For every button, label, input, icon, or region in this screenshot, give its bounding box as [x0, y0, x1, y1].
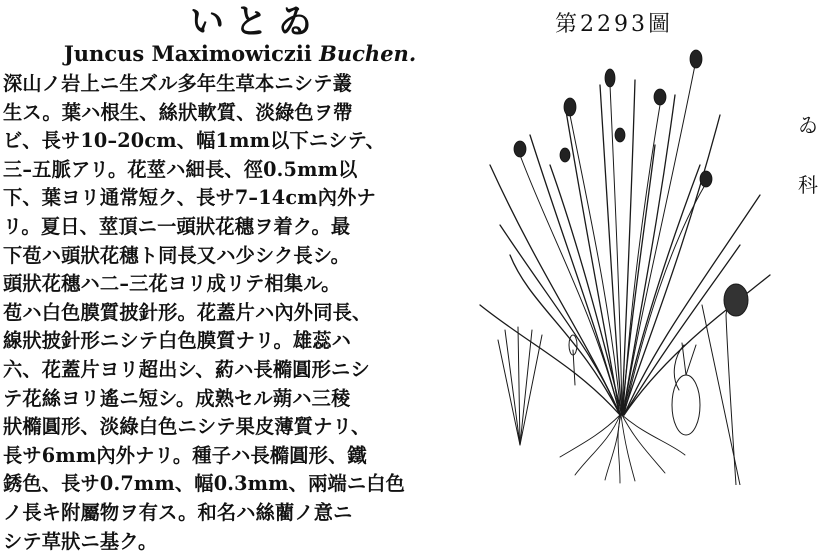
description-line: ノ長キ附屬物ヲ有ス。和名ハ絲藺ノ意ニ [3, 499, 473, 528]
plant-illustration [470, 45, 800, 485]
scientific-name: Juncus Maximowiczii [64, 41, 312, 66]
description-line: 頭狀花穗ハ二–三花ヨリ成リテ相集ル。 [3, 270, 473, 299]
description-line: 長サ6mm內外ナリ。種子ハ長橢圓形、鐵 [3, 442, 473, 471]
description-line: シテ草狀ニ基ク。 [3, 528, 473, 556]
description-line: リ。夏日、莖頂ニ一頭狀花穗ヲ着ク。最 [3, 213, 473, 242]
description-line: 銹色、長サ0.7mm、幅0.3mm、兩端ニ白色 [3, 470, 473, 499]
flower-stems [520, 65, 705, 415]
description-line: 線狀披針形ニシテ白色膜質ナリ。雄蕊ハ [3, 327, 473, 356]
description-line: 下、葉ヨリ通常短ク、長サ7–14cm內外ナ [3, 184, 473, 213]
description-line: 下苞ハ頭狀花穗ト同長又ハ少シク長シ。 [3, 242, 473, 271]
description-text [3, 70, 473, 556]
family-side-char: 科 [796, 170, 820, 230]
leaf-tuft [480, 80, 770, 415]
description-line: 苞ハ白色膜質披針形。花蓋片ハ內外同長、 [3, 299, 473, 328]
description-line: 六、花蓋片ヨリ超出シ、葯ハ長橢圓形ニシ [3, 356, 473, 385]
description-line: ビ、長サ10–20cm、幅1mm以下ニシテ、 [3, 127, 473, 156]
figure-number: 第2293圖 [555, 12, 673, 38]
family-side-char: ゐ [796, 110, 820, 170]
single-stem-detail [702, 284, 748, 485]
flower-heads [514, 50, 712, 187]
scientific-name-line [30, 42, 450, 66]
description-line: 狀橢圓形、淡綠白色ニシテ果皮薄質ナリ、 [3, 413, 473, 442]
description-line: 深山ノ岩上ニ生ズル多年生草本ニシテ叢 [3, 70, 473, 99]
description-line: テ花絲ヨリ遙ニ短シ。成熟セル蒴ハ三稜 [3, 385, 473, 414]
roots [560, 415, 685, 483]
description-line: 三–五脈アリ。花莖ハ細長、徑0.5mm以 [3, 156, 473, 185]
japanese-plant-name: いとゐ [166, 2, 346, 42]
scientific-author: Buchen. [319, 41, 416, 66]
description-line: 生ス。葉ハ根生、絲狀軟質、淡綠色ヲ帶 [3, 99, 473, 128]
